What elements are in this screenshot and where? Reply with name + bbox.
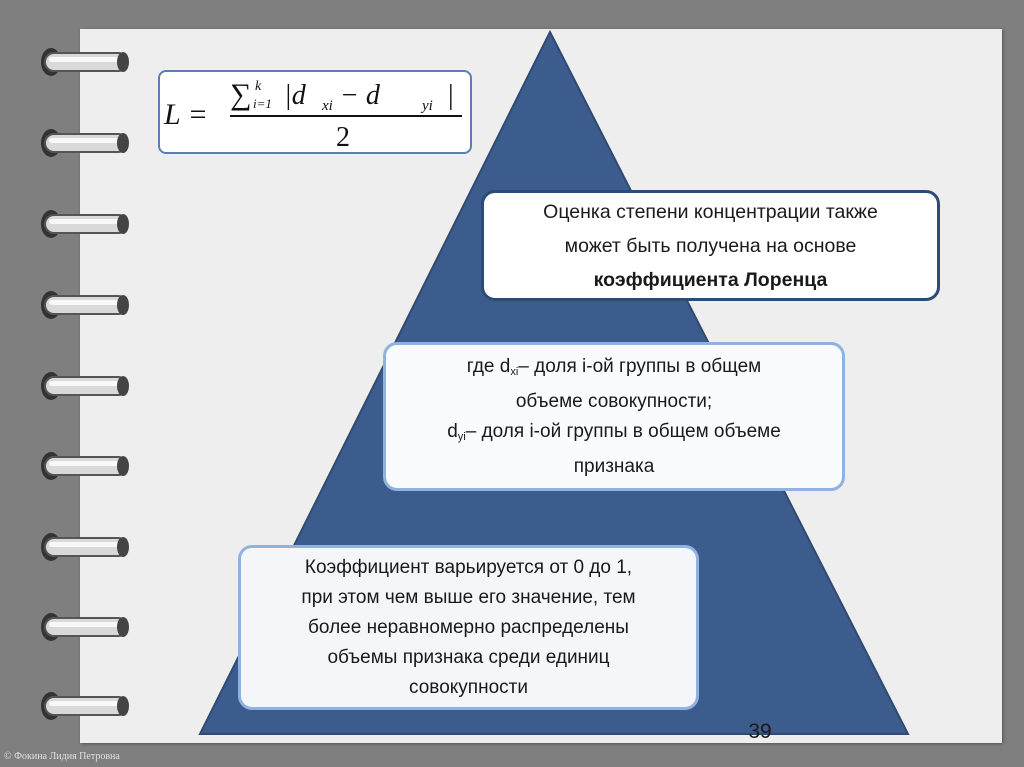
dy-sub: yi	[457, 430, 466, 443]
dx-suffix: – доля i-ой группы в общем	[518, 355, 762, 377]
definition-dx-cont: объеме совокупности;	[515, 390, 713, 412]
sum-lower: i=1	[253, 96, 272, 111]
denominator: 2	[336, 122, 350, 152]
numerator-dx: |d	[284, 80, 306, 111]
dy-suffix: – доля i-ой группы в общем объеме	[465, 420, 781, 442]
dx-prefix: где d	[466, 355, 511, 377]
dy-subscript: yi	[422, 98, 433, 114]
sum-symbol: ∑	[230, 78, 252, 111]
lorenz-formula	[158, 70, 472, 154]
dx-subscript: xi	[322, 98, 333, 114]
box-bottom-line4: объемы признака среди единиц	[327, 646, 610, 668]
formula-lhs: L =	[164, 98, 208, 131]
sum-upper: k	[255, 79, 262, 94]
box-bottom-line3: более неравномерно распределены	[308, 616, 629, 638]
definition-dy	[386, 417, 842, 452]
box-bottom-line2: при этом чем выше его значение, тем	[301, 586, 636, 608]
range-explanation-box	[238, 545, 699, 710]
formula-graphic	[160, 72, 470, 152]
box-top-line2: может быть получена на основе	[564, 234, 857, 257]
definitions-box	[383, 342, 845, 491]
definition-dx	[386, 352, 842, 387]
lorenz-coefficient-box	[481, 190, 940, 301]
copyright-text: © Фокина Лидия Петровна	[4, 751, 120, 762]
box-top-line1: Оценка степени концентрации также	[543, 200, 878, 223]
box-bottom-line5: совокупности	[409, 676, 528, 698]
abs-bar: |	[448, 80, 454, 111]
page-number: 39	[748, 720, 772, 743]
definition-dy-cont: признака	[573, 455, 655, 477]
dy-prefix: d	[447, 420, 458, 442]
dx-sub: xi	[510, 365, 519, 378]
numerator-dy: − d	[340, 80, 380, 111]
box-bottom-line1: Коэффициент варьируется от 0 до 1,	[304, 556, 633, 578]
box-top-line3: коэффициента Лоренца	[593, 268, 828, 291]
